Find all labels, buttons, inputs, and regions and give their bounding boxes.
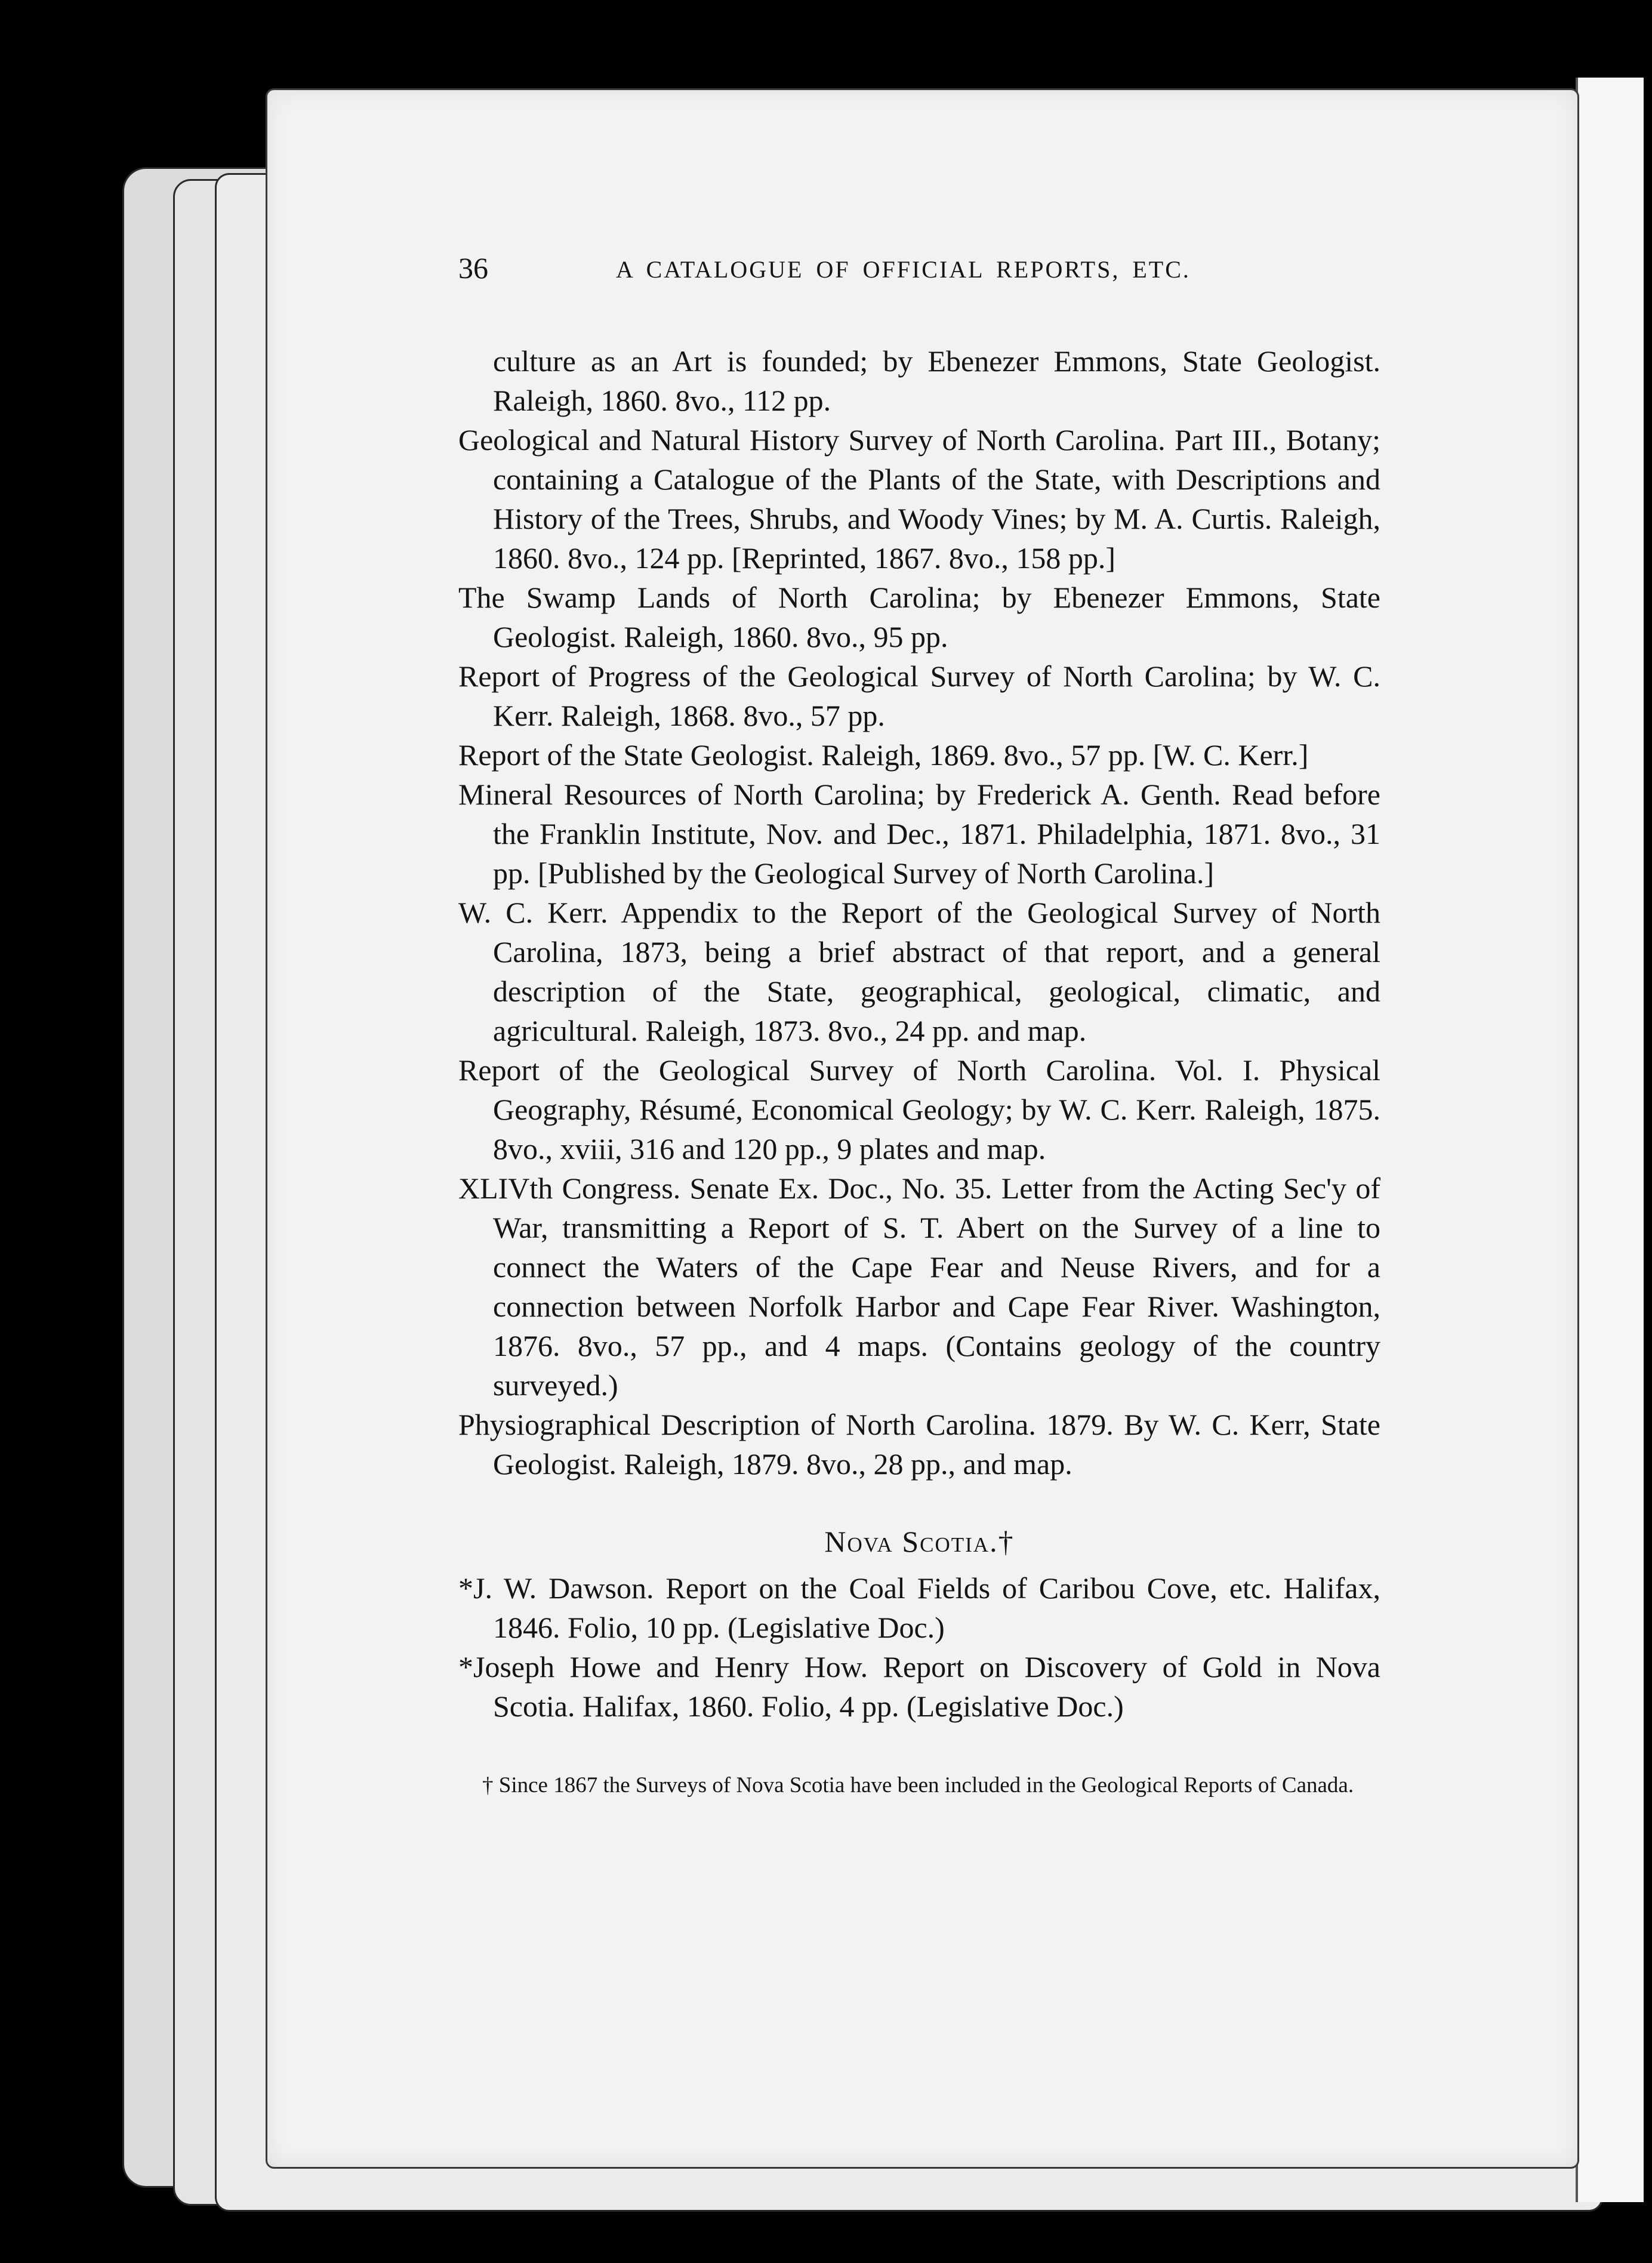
section-heading: Nova Scotia.† <box>824 1525 1015 1558</box>
catalogue-entry: XLIVth Congress. Senate Ex. Doc., No. 35. Letter from the Acting Sec'y of War, transmitting a Report of S. T. Abert on the Survey of a line to connect the Waters of the Cape Fear and Neuse Rivers, and for a connection between Norfolk Harbor and Cape Fear River. Washington, 1876. 8vo., 57 pp., and 4 maps. (Contains geology of the country surveyed.) <box>458 1171 1380 1402</box>
catalogue-entry: Geological and Natural History Survey of North Carolina. Part III., Botany; containing a Catalogue of the Plants of the State, with Descriptions and History of the Trees, Shrubs, and Woody Vines; by M. A. Curtis. Raleigh, 1860. 8vo., 124 pp. [Reprinted, 1867. 8vo., 158 pp.] <box>458 423 1380 575</box>
facing-page-edge <box>1576 78 1644 2202</box>
running-head <box>458 251 1380 286</box>
catalogue-entry: W. C. Kerr. Appendix to the Report of the Geological Survey of North Carolina, 1873, being a brief abstract of that report, and a general description of the State, geographical, geological, climatic, and agricultural. Raleigh, 1873. 8vo., 24 pp. and map. <box>458 896 1380 1047</box>
catalogue-entry: *J. W. Dawson. Report on the Coal Fields of Caribou Cove, etc. Halifax, 1846. Folio, 10 pp. (Legislative Doc.) <box>458 1571 1380 1644</box>
catalogue-entry: Physiographical Description of North Carolina. 1879. By W. C. Kerr, State Geologist. Raleigh, 1879. 8vo., 28 pp., and map. <box>458 1408 1380 1481</box>
page-text-block <box>458 251 1380 1801</box>
catalogue-entry: *Joseph Howe and Henry How. Report on Discovery of Gold in Nova Scotia. Halifax, 1860. Folio, 4 pp. (Legislative Doc.) <box>458 1650 1380 1723</box>
catalogue-entry: culture as an Art is founded; by Ebenezer Emmons, State Geologist. Raleigh, 1860. 8vo., 112 pp. <box>493 344 1380 417</box>
running-head-title: A CATALOGUE OF OFFICIAL REPORTS, ETC. <box>616 256 1191 283</box>
footnote-spacer <box>458 1726 1380 1745</box>
footnote: † Since 1867 the Surveys of Nova Scotia have been included in the Geological Reports of Canada. <box>482 1773 1354 1798</box>
catalogue-entry: Mineral Resources of North Carolina; by Frederick A. Genth. Read before the Franklin Institute, Nov. and Dec., 1871. Philadelphia, 1871. 8vo., 31 pp. [Published by the Geological Survey of North Carolina.] <box>458 778 1380 890</box>
page-number: 36 <box>458 251 488 285</box>
catalogue-entry: Report of Progress of the Geological Survey of North Carolina; by W. C. Kerr. Raleigh, 1868. 8vo., 57 pp. <box>458 659 1380 732</box>
catalogue-entry: The Swamp Lands of North Carolina; by Ebenezer Emmons, State Geologist. Raleigh, 1860. 8vo., 95 pp. <box>458 581 1380 653</box>
catalogue-entry: Report of the Geological Survey of North Carolina. Vol. I. Physical Geography, Résumé, Economical Geology; by W. C. Kerr. Raleigh, 1875. 8vo., xviii, 316 and 120 pp., 9 plates and map. <box>458 1053 1380 1166</box>
catalogue-entry: Report of the State Geologist. Raleigh, 1869. 8vo., 57 pp. [W. C. Kerr.] <box>458 738 1309 772</box>
